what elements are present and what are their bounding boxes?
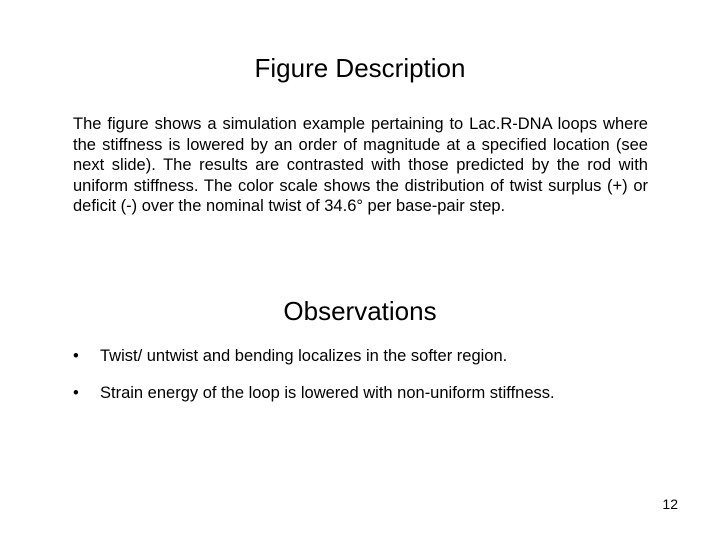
observations-list [73, 346, 673, 420]
observations-title: Observations [283, 296, 437, 326]
bullet-icon: • [73, 384, 79, 402]
list-item [73, 383, 673, 403]
figure-description-title: Figure Description [254, 53, 466, 83]
bullet-icon: • [73, 347, 79, 365]
page-number: 12 [662, 496, 678, 512]
observation-text: Twist/ untwist and bending localizes in the softer region. [100, 347, 508, 365]
observation-text: Strain energy of the loop is lowered with non-uniform stiffness. [100, 384, 555, 402]
list-item [73, 346, 673, 366]
figure-description-text: The figure shows a simulation example pertaining to Lac.R-DNA loops where the stiffness is lowered by an order of magnitude at a specified location (see next slide). The results are contrasted with those predicted by the rod with uniform stiffness. The color scale shows the distribution of twist surplus (+) or deficit (-) over the nominal twist of 34.6° per base-pair step. [73, 115, 648, 215]
